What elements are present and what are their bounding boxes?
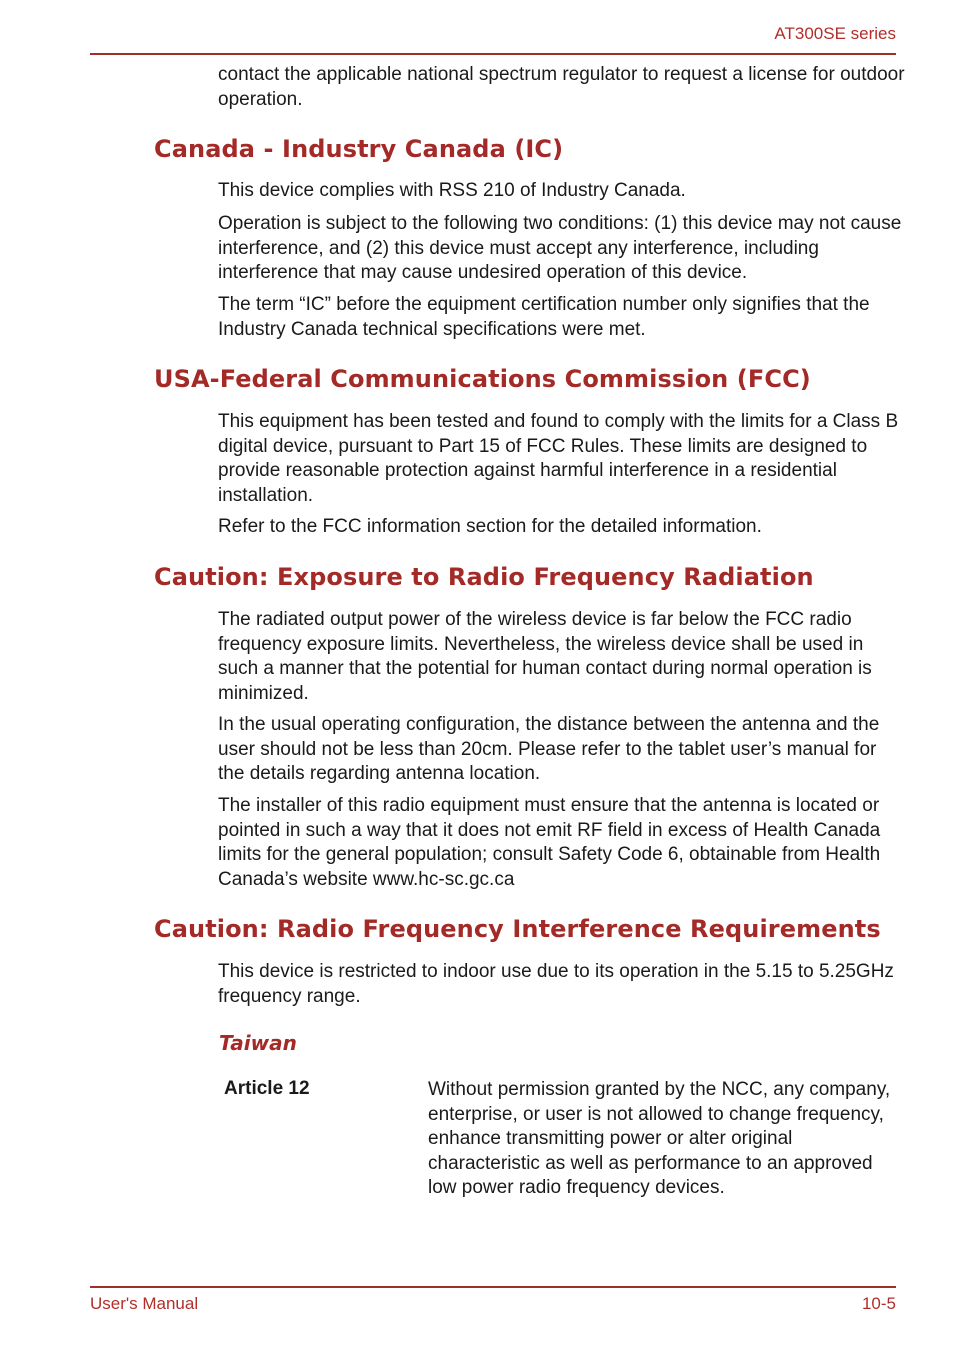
section-heading-rf-exposure: Caution: Exposure to Radio Frequency Radiation bbox=[154, 563, 814, 591]
section-heading-canada: Canada - Industry Canada (IC) bbox=[154, 135, 564, 163]
page-number: 10-5 bbox=[861, 1294, 896, 1313]
rf-interference-paragraph-1: This device is restricted to indoor use due to its operation in the 5.15 to 5.25GHz frequency range. bbox=[218, 961, 894, 1007]
rf-exposure-paragraph-2: In the usual operating configuration, the distance between the antenna and the user should not be less than 20cm. Please refer to the tablet user’s manual for the details regarding antenna location. bbox=[218, 714, 880, 784]
intro-paragraph: contact the applicable national spectrum regulator to request a license for outdoor operation. bbox=[218, 64, 905, 110]
section-heading-rf-interference: Caution: Radio Frequency Interference Requirements bbox=[154, 915, 881, 943]
article-text: Without permission granted by the NCC, any company, enterprise, or user is not allowed to change frequency, enhance transmitting power or alter original characteristic as well as performance to an approved low power radio frequency devices. bbox=[428, 1079, 891, 1198]
header-rule bbox=[90, 53, 896, 55]
canada-paragraph-2: Operation is subject to the following two conditions: (1) this device may not cause interference, and (2) this device must accept any interference, including interference that may cause undesired operation of this device. bbox=[218, 213, 902, 283]
rf-exposure-paragraph-1: The radiated output power of the wireless device is far below the FCC radio frequency exposure limits. Nevertheless, the wireless device shall be used in such a manner that the potential for human contact during normal operation is minimized. bbox=[218, 609, 872, 704]
canada-paragraph-1: This device complies with RSS 210 of Industry Canada. bbox=[218, 180, 686, 201]
fcc-paragraph-2: Refer to the FCC information section for the detailed information. bbox=[218, 516, 762, 537]
fcc-paragraph-1: This equipment has been tested and found to comply with the limits for a Class B digital device, pursuant to Part 15 of FCC Rules. These limits are designed to provide reasonable protection against harmful interference in a residential installation. bbox=[218, 411, 899, 506]
footer-manual-title: User's Manual bbox=[90, 1294, 199, 1313]
rf-exposure-paragraph-3: The installer of this radio equipment must ensure that the antenna is located or pointed in such a way that it does not emit RF field in excess of Health Canada limits for the general population; consult Safety Code 6, obtainable from Health Canada’s website www.hc-sc.gc.ca bbox=[218, 795, 881, 890]
article-label: Article 12 bbox=[224, 1078, 310, 1099]
footer-rule bbox=[90, 1286, 896, 1288]
section-heading-fcc: USA-Federal Communications Commission (FCC) bbox=[154, 365, 811, 393]
taiwan-heading: Taiwan bbox=[219, 1031, 297, 1055]
series-title: AT300SE series bbox=[774, 24, 896, 43]
canada-paragraph-3: The term “IC” before the equipment certification number only signifies that the Industry Canada technical specifications were met. bbox=[218, 294, 870, 340]
